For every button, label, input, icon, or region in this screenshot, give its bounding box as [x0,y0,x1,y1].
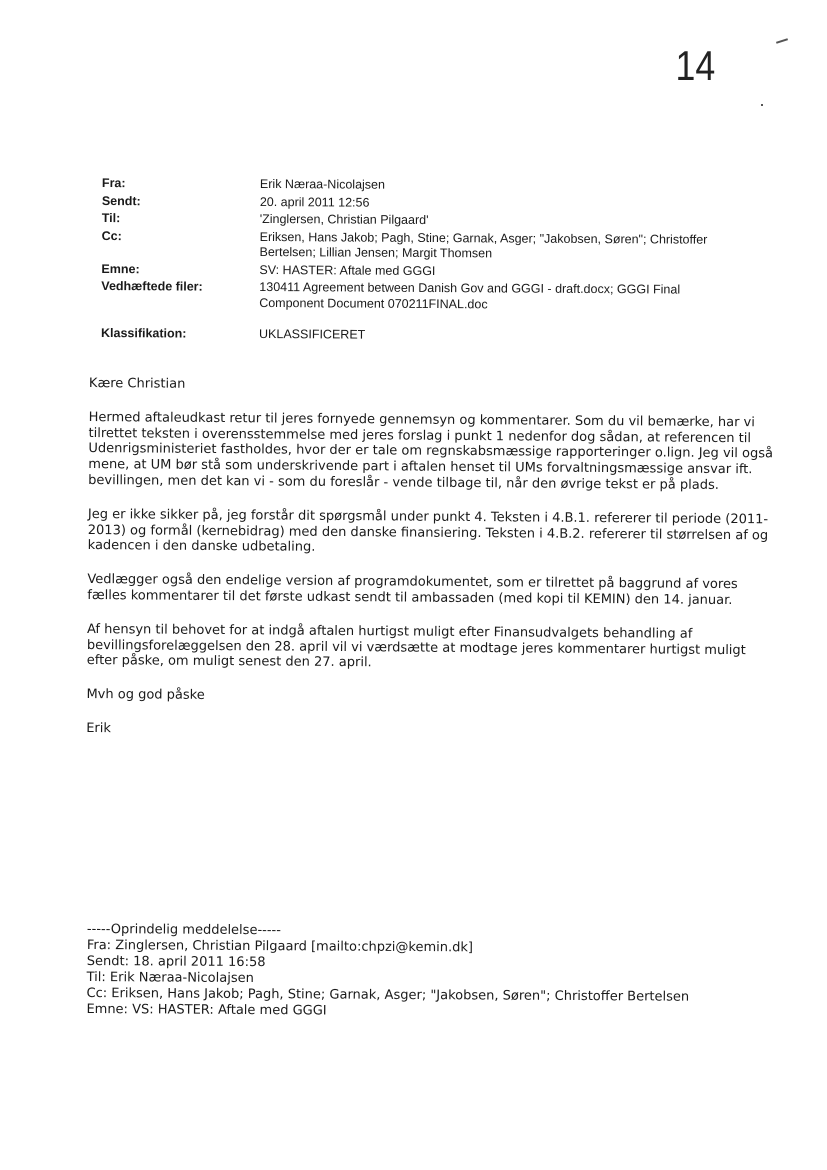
from-label: Fra: [101,176,126,191]
header-row-attachments [101,279,741,314]
sent-label: Sendt: [101,193,141,208]
body-paragraph-1: Hermed aftaleudkast retur til jeres fornyede gennemsyn og kommentarer. Som du vil bemærke, har vi tilrettet teksten i overensstemmelse med jeres forslag i punkt 1 nedenfor dog sådan, at referencen til Udenrigsministeriet fastholdes, hvor der er tale om regnskabsmæssige rapporteringer o.lign. Jeg vil også mene, at UM bør stå som underskrivende part i aftalen henset til UMs forvaltningsmæssige ansvar ift. bevillingen, men det kan vi - som du foreslår - vende tilbage til, når den øvrige tekst er på plads. [88,409,774,493]
to-value: 'Zinglersen, Christian Pilgaard' [259,211,429,227]
email-body [86,376,779,760]
sent-value: 20. april 2011 12:56 [259,194,370,210]
attachments-value: 130411 Agreement between Danish Gov and GGGI - draft.docx; GGGI Final Component Document 070211FINAL.doc [259,279,681,311]
email-header [101,176,742,347]
classification-label: Klassifikation: [100,325,187,341]
header-row-classification [101,326,741,345]
original-message [86,922,787,1022]
handwritten-page-number: 14 [675,42,716,89]
header-row-subject [101,261,741,280]
body-paragraph-3: Vedlægger også den endelige version af programdokumentet, som er tilrettet på baggrund af vores fælles kommentarer til det første udkast sendt til ambassaden (med kopi til KEMIN) den 14. januar. [87,572,738,609]
subject-value: SV: HASTER: Aftale med GGGI [259,262,436,278]
greeting: Kære Christian [88,376,186,392]
closing: Mvh og god påske [86,687,205,704]
scan-mark [761,104,763,106]
header-row-cc [101,228,741,263]
from-value: Erik Næraa-Nicolajsen [259,176,386,192]
subject-label: Emne: [101,261,140,276]
header-row-from [102,176,742,195]
header-row-sent [102,193,742,212]
original-to: Til: Erik Næraa-Nicolajsen [86,969,254,987]
to-label: Til: [101,210,121,226]
scan-mark [776,38,788,44]
original-sent: Sendt: 18. april 2011 16:58 [86,953,266,971]
body-paragraph-4: Af hensyn til behovet for at indgå aftalen hurtigst muligt efter Finansudvalgets behandling af bevillingsforelæggelsen den 28. april vil vi værdsætte at modtage jeres kommentarer hurtigst muligt efter påske, om muligt senest den 27. april. [86,621,746,671]
original-cc: Cc: Eriksen, Hans Jakob; Pagh, Stine; Garnak, Asger; "Jakobsen, Søren"; Christoffer Bertelsen [86,985,690,1005]
signature: Erik [86,720,111,737]
classification-value: UKLASSIFICERET [258,326,366,342]
original-from: Fra: Zinglersen, Christian Pilgaard [mailto:chpzi@kemin.dk] [86,937,474,956]
cc-label: Cc: [101,228,122,243]
body-paragraph-2: Jeg er ikke sikker på, jeg forstår dit spørgsmål under punkt 4. Teksten i 4.B.1. refererer til periode (2011-2013) og formål (kernebidrag) med den danske finansiering. Teksten i 4.B.2. refererer til størrelsen af og kadencen i den danske udbetaling. [87,506,769,556]
original-separator: -----Oprindelig meddelelse----- [86,922,281,939]
original-subject: Emne: VS: HASTER: Aftale med GGGI [86,1001,327,1019]
attachments-label: Vedhæftede filer: [101,278,203,294]
header-row-to [102,211,742,230]
cc-value: Eriksen, Hans Jakob; Pagh, Stine; Garnak, Asger; "Jakobsen, Søren"; Christoffer Bertelsen; Lillian Jensen; Margit Thomsen [259,229,708,261]
